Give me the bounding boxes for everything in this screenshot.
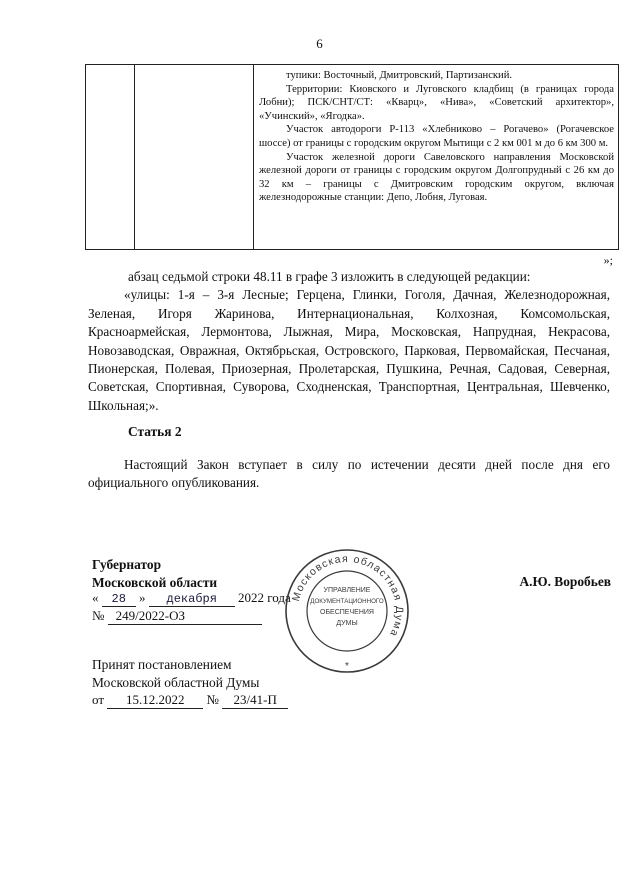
article-text: Настоящий Закон вступает в силу по истечении десяти дней после дня его официального опубликования.: [88, 457, 610, 491]
seal-center-line: УПРАВЛЕНИЕ: [323, 587, 371, 594]
seal-center-line: ОБЕСПЕЧЕНИЯ: [320, 609, 374, 616]
amendment-streets: «улицы: 1-я – 3-я Лесные; Герцена, Глинки, Гоголя, Дачная, Железнодорожная, Зеленая, Игоря Жаринова, Интернациональная, Колхозная, Комсомольская, Красноармейская, Лермонтова, Лыжная, Мира, Московская, Напрудная, Некрасова, Новозаводская, Овражная, Октябрьская, Островского, Парковая, Первомайская, Песчаная, Пионерская, Полевая, Приозерная, Пролетарская, Пушкина, Речная, Садовая, Северная, Советская, Спортивная, Суворова, Сходненская, Транспортная, Центральная, Шевченко, Школьная;».: [88, 287, 610, 413]
table-column-divider: [134, 65, 135, 249]
page-number: 6: [316, 36, 323, 51]
amendment-block: [88, 268, 610, 415]
adoption-number: 23/41-П: [222, 692, 288, 709]
adoption-line1: Принят постановлением: [92, 657, 232, 672]
amendment-lead: абзац седьмой строки 48.11 в графе 3 изложить в следующей редакции:: [128, 269, 531, 284]
table-column-divider: [253, 65, 254, 249]
signatory-title: [92, 556, 217, 592]
adoption-date-line: [92, 692, 288, 709]
date-open-quote: «: [92, 590, 99, 605]
continuation-table: [85, 64, 619, 250]
table-paragraph: Территории: Киовского и Луговского кладбищ (в границах города Лобни); ПСК/СНТ/СТ: «Кварц», «Нива», «Советский архитектор», «Учинский», «Ягодка».: [259, 83, 614, 122]
table-paragraph: Участок автодороги Р-113 «Хлебниково – Рогачево» (Рогачевское шоссе) от границы с городским округом Мытищи с 2 км 001 м до 6 км 300 м.: [259, 124, 614, 149]
article-body: [88, 456, 610, 493]
date-year: 2022 года: [238, 590, 291, 605]
closing-quote-mark: »;: [603, 253, 613, 267]
date-day: 28: [102, 592, 136, 607]
official-seal-stamp: [284, 548, 410, 674]
article-heading: Статья 2: [128, 424, 182, 439]
date-close-quote: »: [139, 590, 146, 605]
adoption-date: 15.12.2022: [107, 692, 203, 709]
adoption-from-label: от: [92, 692, 105, 707]
seal-center-line: ДОКУМЕНТАЦИОННОГО: [310, 598, 384, 605]
signatory-name: А.Ю. Воробьев: [519, 574, 611, 589]
date-month: декабря: [149, 592, 235, 607]
number-prefix: №: [92, 608, 105, 623]
adoption-line2: Московской областной Думы: [92, 675, 260, 690]
signatory-title-line1: Губернатор: [92, 557, 162, 572]
seal-star: *: [345, 661, 349, 672]
table-paragraph: Участок железной дороги Савеловского направления Московской железной дороги от границы с городским округом Долгопрудный с 26 км до 32 км – границы с Дмитровским городским округом, включая железнодорожные станции: Депо, Лобня, Луговая.: [259, 151, 614, 204]
adoption-block: [92, 656, 259, 692]
seal-ring-text: Московская областная Дума: [289, 552, 406, 640]
seal-center-line: ДУМЫ: [336, 620, 358, 627]
signatory-title-line2: Московской области: [92, 575, 218, 590]
table-paragraph: тупики: Восточный, Дмитровский, Партизанский.: [286, 70, 513, 81]
signing-date: [92, 590, 291, 607]
law-number-line: [92, 608, 262, 625]
table-cell-description: [259, 69, 614, 205]
law-number: 249/2022-ОЗ: [108, 608, 262, 625]
adoption-number-prefix: №: [206, 692, 219, 707]
